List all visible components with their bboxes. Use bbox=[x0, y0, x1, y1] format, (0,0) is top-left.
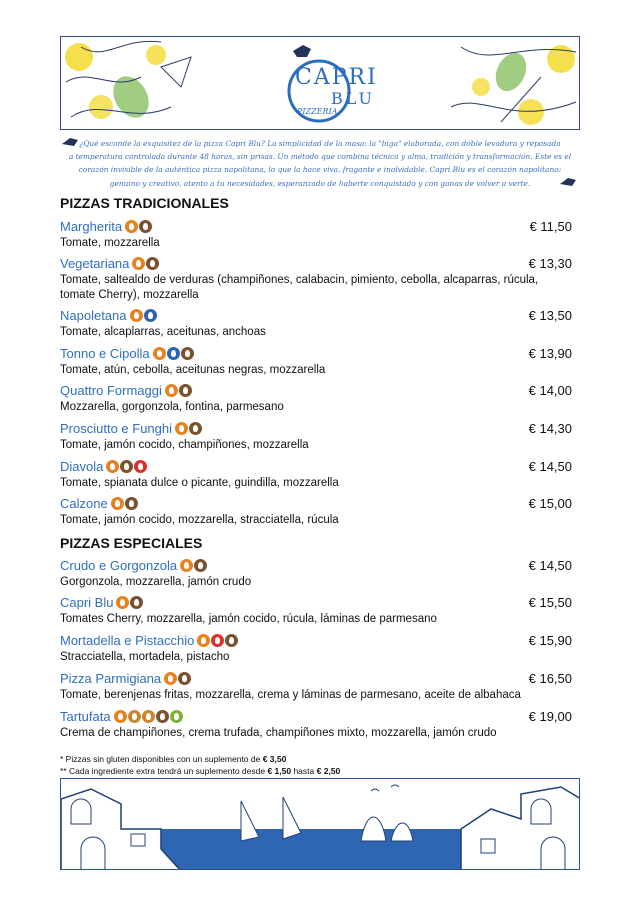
menu-item bbox=[60, 420, 580, 453]
item-name: Margherita bbox=[60, 219, 123, 234]
menu-item bbox=[60, 307, 580, 340]
item-name: Napoletana bbox=[60, 308, 127, 323]
menu-item bbox=[60, 345, 580, 378]
footer-banner bbox=[60, 778, 580, 870]
footnote-text: * Pizzas sin gluten disponibles con un suplemento de bbox=[60, 754, 263, 764]
item-name: Crudo e Gorgonzola bbox=[60, 558, 178, 573]
vegetarian-icon bbox=[114, 710, 127, 723]
vegetarian-icon bbox=[130, 309, 143, 322]
item-desc: Mozzarella, gorgonzola, fontina, parmesano bbox=[60, 401, 284, 413]
footnote-amount: € 1,50 bbox=[267, 765, 292, 776]
dairy-icon bbox=[225, 634, 238, 647]
footnote-text: ** Cada ingrediente extra tendrá un suplemento desde bbox=[60, 765, 268, 776]
dairy-icon bbox=[179, 384, 192, 397]
item-name: Prosciutto e Funghi bbox=[60, 421, 173, 436]
item-name: Diavola bbox=[60, 459, 104, 474]
nut-icon bbox=[170, 710, 183, 723]
dairy-icon bbox=[130, 596, 143, 609]
item-price: € 15,50 bbox=[528, 595, 572, 610]
logo-tag: PIZZERIA bbox=[297, 107, 338, 116]
dairy-icon bbox=[178, 672, 191, 685]
dairy-icon bbox=[189, 422, 202, 435]
item-name: Capri Blu bbox=[60, 595, 114, 610]
menu-item bbox=[60, 218, 580, 251]
menu-item bbox=[60, 495, 580, 528]
dairy-icon bbox=[146, 257, 159, 270]
vegetarian-icon bbox=[164, 672, 177, 685]
logo-main: CAPRI bbox=[295, 65, 378, 90]
footnote-amount: € 3,50 bbox=[262, 754, 287, 764]
menu-item bbox=[60, 382, 580, 415]
item-price: € 14,50 bbox=[528, 459, 572, 474]
item-price: € 15,90 bbox=[528, 633, 572, 648]
menu-item bbox=[60, 255, 580, 303]
dairy-icon bbox=[181, 347, 194, 360]
section-title-tradicionales: PIZZAS TRADICIONALES bbox=[60, 195, 229, 211]
bird-icon bbox=[560, 176, 578, 188]
mushroom-icon bbox=[128, 710, 141, 723]
vegetarian-icon bbox=[153, 347, 166, 360]
vegetarian-icon bbox=[116, 596, 129, 609]
item-price: € 13,90 bbox=[528, 346, 572, 361]
vegetarian-icon bbox=[197, 634, 210, 647]
footnote-gluten bbox=[60, 754, 340, 766]
item-name: Vegetariana bbox=[60, 256, 130, 271]
dairy-icon bbox=[139, 220, 152, 233]
item-desc: tomate Cherry), mozzarella bbox=[60, 289, 199, 301]
item-desc: Tomate, alcaplarras, aceitunas, anchoas bbox=[60, 326, 266, 338]
item-desc: Crema de champiñones, crema trufada, champiñones mixto, mozzarella, jamón crudo bbox=[60, 727, 497, 739]
header-banner bbox=[60, 36, 580, 130]
menu-item bbox=[60, 458, 580, 491]
menu-item bbox=[60, 557, 580, 590]
item-name: Pizza Parmigiana bbox=[60, 671, 162, 686]
dairy-icon bbox=[125, 497, 138, 510]
footnote-amount: € 2,50 bbox=[316, 765, 341, 776]
menu-item bbox=[60, 708, 580, 741]
item-desc: Tomate, berenjenas fritas, mozzarella, crema y láminas de parmesano, aceite de albahaca bbox=[60, 689, 521, 701]
truffle-icon bbox=[142, 710, 155, 723]
item-name: Calzone bbox=[60, 496, 108, 511]
item-desc: Tomate, atún, cebolla, aceitunas negras, mozzarella bbox=[60, 364, 326, 376]
vegetarian-icon bbox=[180, 559, 193, 572]
vegetarian-icon bbox=[106, 460, 119, 473]
item-desc: Tomate, jamón cocido, champiñones, mozzarella bbox=[60, 439, 309, 451]
footnotes bbox=[60, 754, 340, 777]
item-price: € 14,30 bbox=[528, 421, 572, 436]
item-desc: Tomate, spianata dulce o picante, guindilla, mozzarella bbox=[60, 477, 339, 489]
item-price: € 13,50 bbox=[528, 308, 572, 323]
item-desc: Tomate, mozzarella bbox=[60, 237, 160, 249]
menu-item bbox=[60, 670, 580, 703]
vegetarian-icon bbox=[111, 497, 124, 510]
footnote-text: hasta bbox=[291, 765, 317, 776]
item-price: € 13,30 bbox=[528, 256, 572, 271]
dairy-icon bbox=[120, 460, 133, 473]
footnote-extra bbox=[60, 766, 340, 778]
vegetarian-icon bbox=[132, 257, 145, 270]
item-price: € 14,00 bbox=[528, 383, 572, 398]
intro-paragraph bbox=[60, 137, 580, 190]
bird-logo-icon bbox=[293, 45, 311, 57]
item-desc: Tomate, jamón cocido, mozzarella, stracciatella, rúcula bbox=[60, 514, 339, 526]
fish-icon bbox=[167, 347, 180, 360]
vegetarian-icon bbox=[175, 422, 188, 435]
intro-line: ¿Qué esconde la exquisitez de la pizza Capri Blu? La simplicidad de la masa: la "biga" elaborada, con doble levadura y reposada bbox=[79, 139, 561, 148]
section-title-especiales: PIZZAS ESPECIALES bbox=[60, 535, 203, 551]
meat-icon bbox=[211, 634, 224, 647]
item-desc: Tomates Cherry, mozzarella, jamón cocido, rúcula, láminas de parmesano bbox=[60, 613, 437, 625]
intro-line: genuino y creativo, atento a tu necesidades, esperanzado de haberte conquistado y con ganas de volver a verte. bbox=[109, 178, 531, 188]
dairy-icon bbox=[156, 710, 169, 723]
dairy-icon bbox=[194, 559, 207, 572]
item-name: Tonno e Cipolla bbox=[60, 346, 150, 361]
fish-icon bbox=[144, 309, 157, 322]
item-name: Mortadella e Pistacchio bbox=[60, 633, 195, 648]
footer-illustration bbox=[61, 779, 580, 870]
item-price: € 15,00 bbox=[528, 496, 572, 511]
menu-item bbox=[60, 632, 580, 665]
item-desc: Tomate, saltealdo de verduras (champiñones, calabacin, pimiento, cebolla, alcaparras, rúcula, bbox=[60, 274, 539, 286]
item-price: € 11,50 bbox=[529, 219, 572, 234]
menu-item bbox=[60, 594, 580, 627]
item-desc: Gorgonzola, mozzarella, jamón crudo bbox=[60, 576, 252, 588]
bird-icon bbox=[62, 136, 80, 148]
spicy-icon bbox=[134, 460, 147, 473]
item-price: € 14,50 bbox=[528, 558, 572, 573]
item-name: Tartufata bbox=[60, 709, 111, 724]
vegetarian-icon bbox=[165, 384, 178, 397]
item-price: € 16,50 bbox=[528, 671, 572, 686]
vegetarian-icon bbox=[125, 220, 138, 233]
intro-line: a temperatura controlada durante 48 horas, sin prisas. Un método que combina técnica y alma, tradición y transformación. Este es el bbox=[68, 152, 572, 162]
item-desc: Stracciatella, mortadela, pistacho bbox=[60, 651, 230, 663]
item-name: Quattro Formaggi bbox=[60, 383, 162, 398]
item-price: € 19,00 bbox=[528, 709, 572, 724]
intro-line: corazón invisible de la auténtica pizza napolitana, lo que la hace viva, fragante e inolvidable. Capri Blu es el corazón napolitano: bbox=[78, 165, 562, 175]
logo-secondary: BLU bbox=[331, 89, 375, 108]
